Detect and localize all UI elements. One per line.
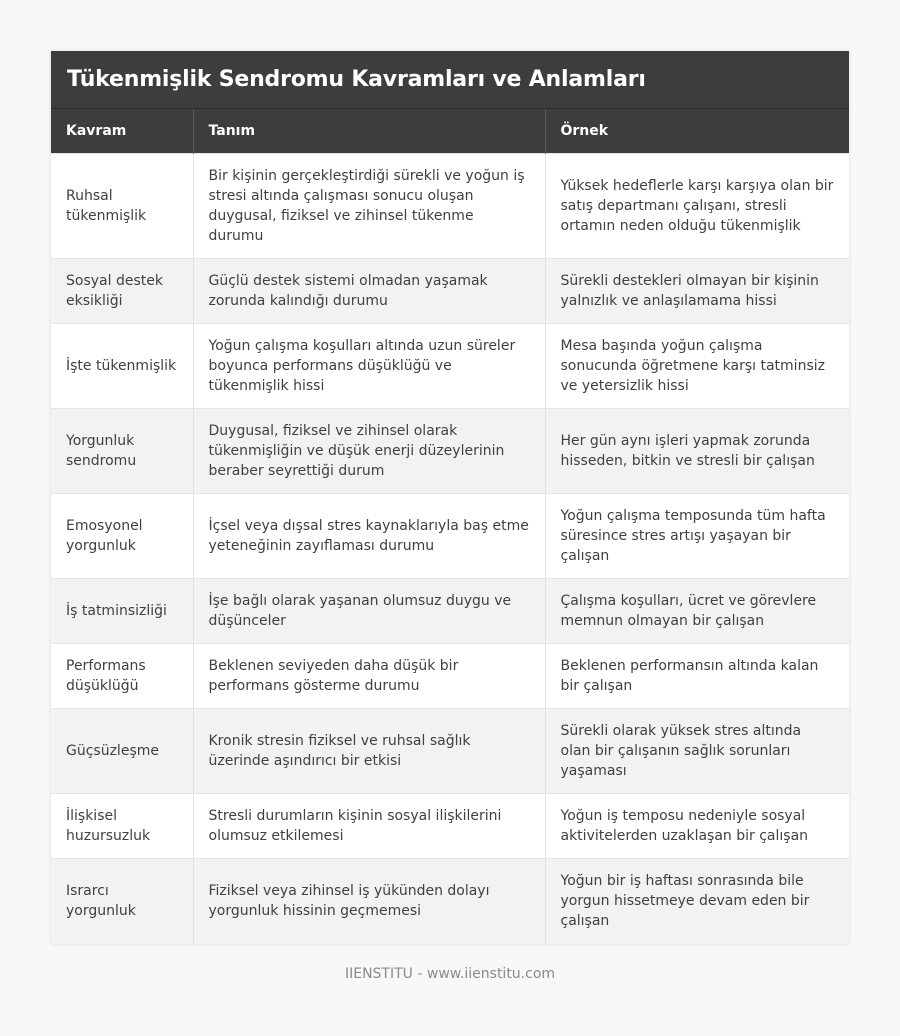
cell-tanim: Yoğun çalışma koşulları altında uzun süreler boyunca performans düşüklüğü ve tükenmişlik hissi <box>193 324 545 409</box>
table-row <box>51 709 849 794</box>
cell-ornek: Sürekli olarak yüksek stres altında olan bir çalışanın sağlık sorunları yaşaması <box>545 709 849 794</box>
cell-kavram: Ruhsal tükenmişlik <box>51 154 193 259</box>
cell-ornek: Her gün aynı işleri yapmak zorunda hisseden, bitkin ve stresli bir çalışan <box>545 409 849 494</box>
cell-ornek: Mesa başında yoğun çalışma sonucunda öğretmene karşı tatminsiz ve yetersizlik hissi <box>545 324 849 409</box>
cell-tanim: Güçlü destek sistemi olmadan yaşamak zorunda kalındığı durumu <box>193 259 545 324</box>
cell-kavram: Yorgunluk sendromu <box>51 409 193 494</box>
table-row <box>51 409 849 494</box>
cell-kavram: Performans düşüklüğü <box>51 644 193 709</box>
table-title: Tükenmişlik Sendromu Kavramları ve Anlamları <box>51 51 849 109</box>
column-header-tanim: Tanım <box>193 109 545 154</box>
cell-tanim: Fiziksel veya zihinsel iş yükünden dolayı yorgunluk hissinin geçmemesi <box>193 859 545 944</box>
cell-kavram: Sosyal destek eksikliği <box>51 259 193 324</box>
cell-kavram: İlişkisel huzursuzluk <box>51 794 193 859</box>
cell-tanim: Beklenen seviyeden daha düşük bir performans gösterme durumu <box>193 644 545 709</box>
cell-ornek: Beklenen performansın altında kalan bir çalışan <box>545 644 849 709</box>
column-header-kavram: Kavram <box>51 109 193 154</box>
column-header-ornek: Örnek <box>545 109 849 154</box>
cell-ornek: Yüksek hedeflerle karşı karşıya olan bir satış departmanı çalışanı, stresli ortamın neden olduğu tükenmişlik <box>545 154 849 259</box>
cell-tanim: Kronik stresin fiziksel ve ruhsal sağlık üzerinde aşındırıcı bir etkisi <box>193 709 545 794</box>
footer-credit: IIENSTITU - www.iienstitu.com <box>344 966 556 982</box>
table-row <box>51 579 849 644</box>
cell-kavram: Israrcı yorgunluk <box>51 859 193 944</box>
cell-tanim: İşe bağlı olarak yaşanan olumsuz duygu ve düşünceler <box>193 579 545 644</box>
concepts-table <box>51 109 849 944</box>
table-row <box>51 644 849 709</box>
table-row <box>51 794 849 859</box>
cell-kavram: İş tatminsizliği <box>51 579 193 644</box>
cell-ornek: Yoğun çalışma temposunda tüm hafta süresince stres artışı yaşayan bir çalışan <box>545 494 849 579</box>
cell-kavram: İşte tükenmişlik <box>51 324 193 409</box>
header-row <box>51 109 849 154</box>
table-row <box>51 259 849 324</box>
cell-ornek: Sürekli destekleri olmayan bir kişinin yalnızlık ve anlaşılamama hissi <box>545 259 849 324</box>
table-row <box>51 154 849 259</box>
cell-ornek: Yoğun iş temposu nedeniyle sosyal aktivitelerden uzaklaşan bir çalışan <box>545 794 849 859</box>
cell-tanim: Duygusal, fiziksel ve zihinsel olarak tükenmişliğin ve düşük enerji düzeylerinin beraber seyrettiği durum <box>193 409 545 494</box>
table-row <box>51 324 849 409</box>
cell-tanim: İçsel veya dışsal stres kaynaklarıyla baş etme yeteneğinin zayıflaması durumu <box>193 494 545 579</box>
cell-ornek: Yoğun bir iş haftası sonrasında bile yorgun hissetmeye devam eden bir çalışan <box>545 859 849 944</box>
cell-tanim: Bir kişinin gerçekleştirdiği sürekli ve yoğun iş stresi altında çalışması sonucu oluşan duygusal, fiziksel ve zihinsel tükenme durumu <box>193 154 545 259</box>
cell-tanim: Stresli durumların kişinin sosyal ilişkilerini olumsuz etkilemesi <box>193 794 545 859</box>
cell-kavram: Güçsüzleşme <box>51 709 193 794</box>
cell-kavram: Emosyonel yorgunluk <box>51 494 193 579</box>
cell-ornek: Çalışma koşulları, ücret ve görevlere memnun olmayan bir çalışan <box>545 579 849 644</box>
table-row <box>51 494 849 579</box>
table-card <box>51 51 849 944</box>
table-row <box>51 859 849 944</box>
